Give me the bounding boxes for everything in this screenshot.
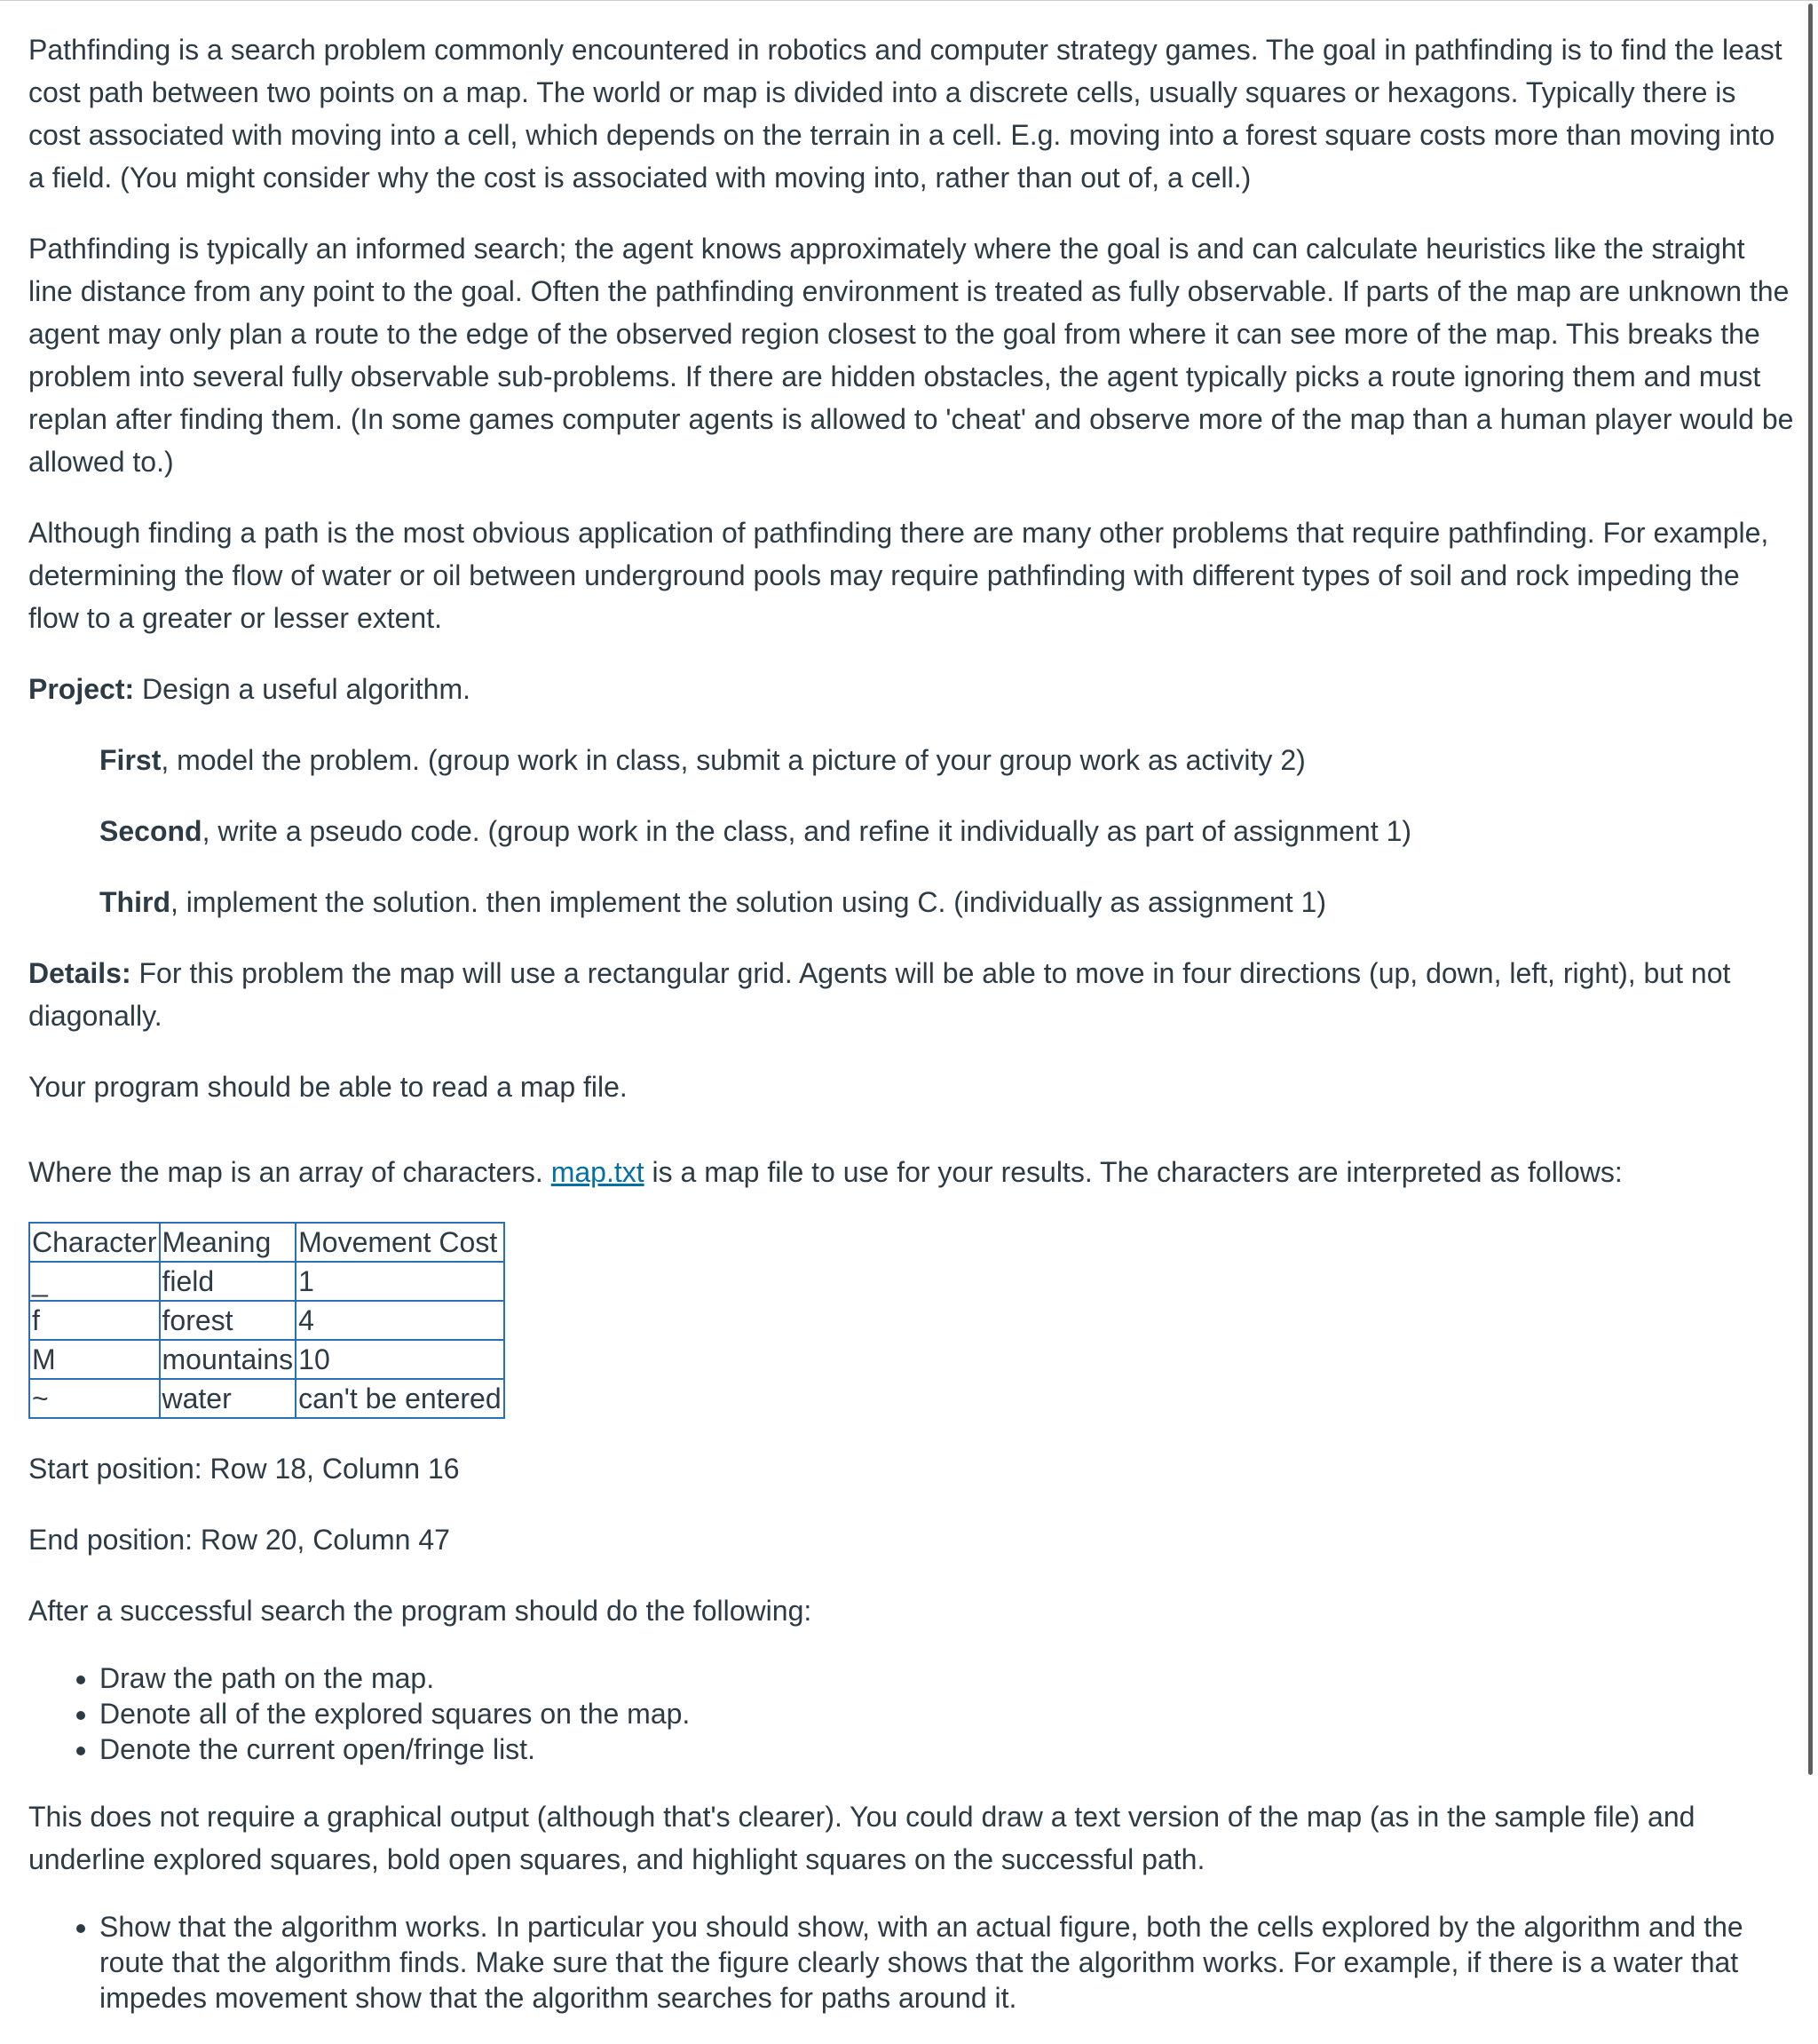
- step-first: [99, 739, 1795, 781]
- table-header-cell: Movement Cost: [296, 1223, 504, 1262]
- assignment-content: [28, 28, 1795, 2044]
- graphical-output-note: This does not require a graphical output (although that's clearer). You could draw a text version of the map (as in the sample file) and underline explored squares, bold open squares, and highlight squares on the successful path.: [28, 1801, 1695, 1875]
- table-cell: 10: [296, 1340, 504, 1379]
- table-cell: 4: [296, 1301, 504, 1340]
- show-algorithm-list: [28, 1909, 1795, 2016]
- intro-paragraph: Pathfinding is a search problem commonly encountered in robotics and computer strategy games. The goal in pathfinding is to find the least cost path between two points on a map. The world or map is divided into a discrete cells, usually squares or hexagons. Typically there is cost associated with moving into a cell, which depends on the terrain in a cell. E.g. moving into a forest square costs more than moving into a field. (You might consider why the cost is associated with moving into, rather than out of, a cell.): [28, 34, 1782, 194]
- map-sentence: [28, 1151, 1795, 1193]
- start-position: Start position: Row 18, Column 16: [28, 1453, 460, 1485]
- details-text: For this problem the map will use a rectangular grid. Agents will be able to move in four directions (up, down, left, right), but not diagonally.: [28, 957, 1731, 1032]
- step-third-text: , implement the solution. then implement the solution using C. (individually as assignment 1): [170, 886, 1326, 918]
- applications-paragraph: Although finding a path is the most obvious application of pathfinding there are many other problems that require pathfinding. For example, determining the flow of water or oil between underground pools may require pathfinding with different types of soil and rock impeding the flow to a greater or lesser extent.: [28, 517, 1769, 634]
- project-text: Design a useful algorithm.: [134, 673, 470, 705]
- details-line: [28, 952, 1795, 1037]
- step-second-label: Second: [99, 815, 202, 847]
- list-item: • Denote the current open/fringe list.: [99, 1731, 1795, 1767]
- list-item: • Denote all of the explored squares on the map.: [99, 1696, 1795, 1731]
- list-item: • Draw the path on the map.: [99, 1660, 1795, 1696]
- top-border: [0, 0, 1818, 1]
- end-position: End position: Row 20, Column 47: [28, 1524, 450, 1556]
- table-cell: can't be entered: [296, 1379, 504, 1418]
- after-search-intro: After a successful search the program should do the following:: [28, 1595, 812, 1627]
- table-cell: forest: [160, 1301, 296, 1340]
- table-cell: ~: [29, 1379, 160, 1418]
- table-row: [29, 1262, 504, 1301]
- table-header-cell: Meaning: [160, 1223, 296, 1262]
- step-third: [99, 881, 1795, 923]
- informed-search-paragraph: Pathfinding is typically an informed search; the agent knows approximately where the goal is and can calculate heuristics like the straight line distance from any point to the goal. Often the pathfinding environment is treated as fully observable. If parts of the map are unknown the agent may only plan a route to the edge of the observed region closest to the goal from where it can see more of the map. This breaks the problem into several fully observable sub-problems. If there are hidden obstacles, the agent typically picks a route ignoring them and must replan after finding them. (In some games computer agents is allowed to 'cheat' and observe more of the map than a human player would be allowed to.): [28, 233, 1794, 478]
- list-item: • Show that the algorithm works. In particular you should show, with an actual figure, both the cells explored by the algorithm and the route that the algorithm finds. Make sure that the figure clearly shows that the algorithm works. For example, if there is a water that impedes movement show that the algorithm searches for paths around it.: [99, 1909, 1795, 2016]
- vertical-scrollbar[interactable]: [1808, 4, 1813, 1775]
- step-third-label: Third: [99, 886, 170, 918]
- terrain-legend-table: [28, 1222, 505, 1419]
- table-row: [29, 1379, 504, 1418]
- requirements-list: [28, 1660, 1795, 1767]
- project-label: Project:: [28, 673, 135, 705]
- table-cell: f: [29, 1301, 160, 1340]
- details-label: Details:: [28, 957, 131, 989]
- table-cell: _: [29, 1262, 160, 1301]
- map-sentence-before: Where the map is an array of characters.: [28, 1156, 551, 1188]
- table-cell: 1: [296, 1262, 504, 1301]
- step-second: [99, 810, 1795, 852]
- table-cell: mountains: [160, 1340, 296, 1379]
- step-first-text: , model the problem. (group work in class, submit a picture of your group work as activity 2): [161, 744, 1306, 776]
- table-header-cell: Character: [29, 1223, 160, 1262]
- table-cell: M: [29, 1340, 160, 1379]
- table-header-row: [29, 1223, 504, 1262]
- project-line: [28, 668, 1795, 710]
- table-cell: water: [160, 1379, 296, 1418]
- map-file-link[interactable]: map.txt: [550, 1156, 644, 1188]
- step-first-label: First: [99, 744, 162, 776]
- table-cell: field: [160, 1262, 296, 1301]
- table-row: [29, 1301, 504, 1340]
- step-second-text: , write a pseudo code. (group work in the class, and refine it individually as part of assignment 1): [202, 815, 1412, 847]
- read-map-line: Your program should be able to read a map file.: [28, 1071, 628, 1103]
- map-sentence-after: is a map file to use for your results. The characters are interpreted as follows:: [644, 1156, 1623, 1188]
- table-row: [29, 1340, 504, 1379]
